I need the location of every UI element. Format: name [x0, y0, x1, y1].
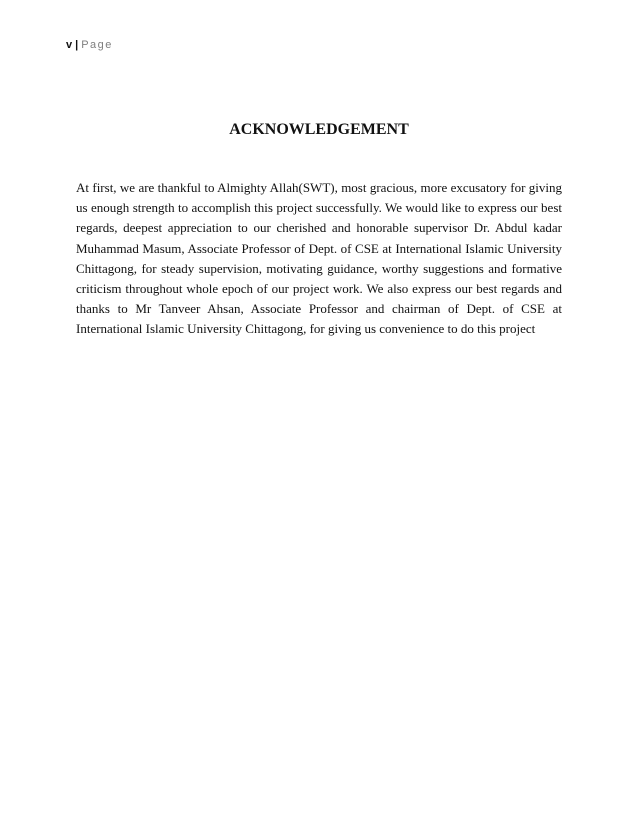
- header-separator: |: [75, 39, 79, 51]
- page-number: v: [66, 39, 73, 51]
- page-header: [66, 38, 113, 52]
- page-label: Page: [81, 39, 113, 51]
- acknowledgement-paragraph: At first, we are thankful to Almighty Allah(SWT), most gracious, more excusatory for giving us enough strength to accomplish this project successfully. We would like to express our best regards, deepest appreciation to our cherished and honorable supervisor Dr. Abdul kadar Muhammad Masum, Associate Professor of Dept. of CSE at International Islamic University Chittagong, for steady supervision, motivating guidance, worthy suggestions and formative criticism throughout whole epoch of our project work. We also express our best regards and thanks to Mr Tanveer Ahsan, Associate Professor and chairman of Dept. of CSE at International Islamic University Chittagong, for giving us convenience to do this project: [76, 180, 562, 337]
- page-title: ACKNOWLEDGEMENT: [229, 121, 409, 138]
